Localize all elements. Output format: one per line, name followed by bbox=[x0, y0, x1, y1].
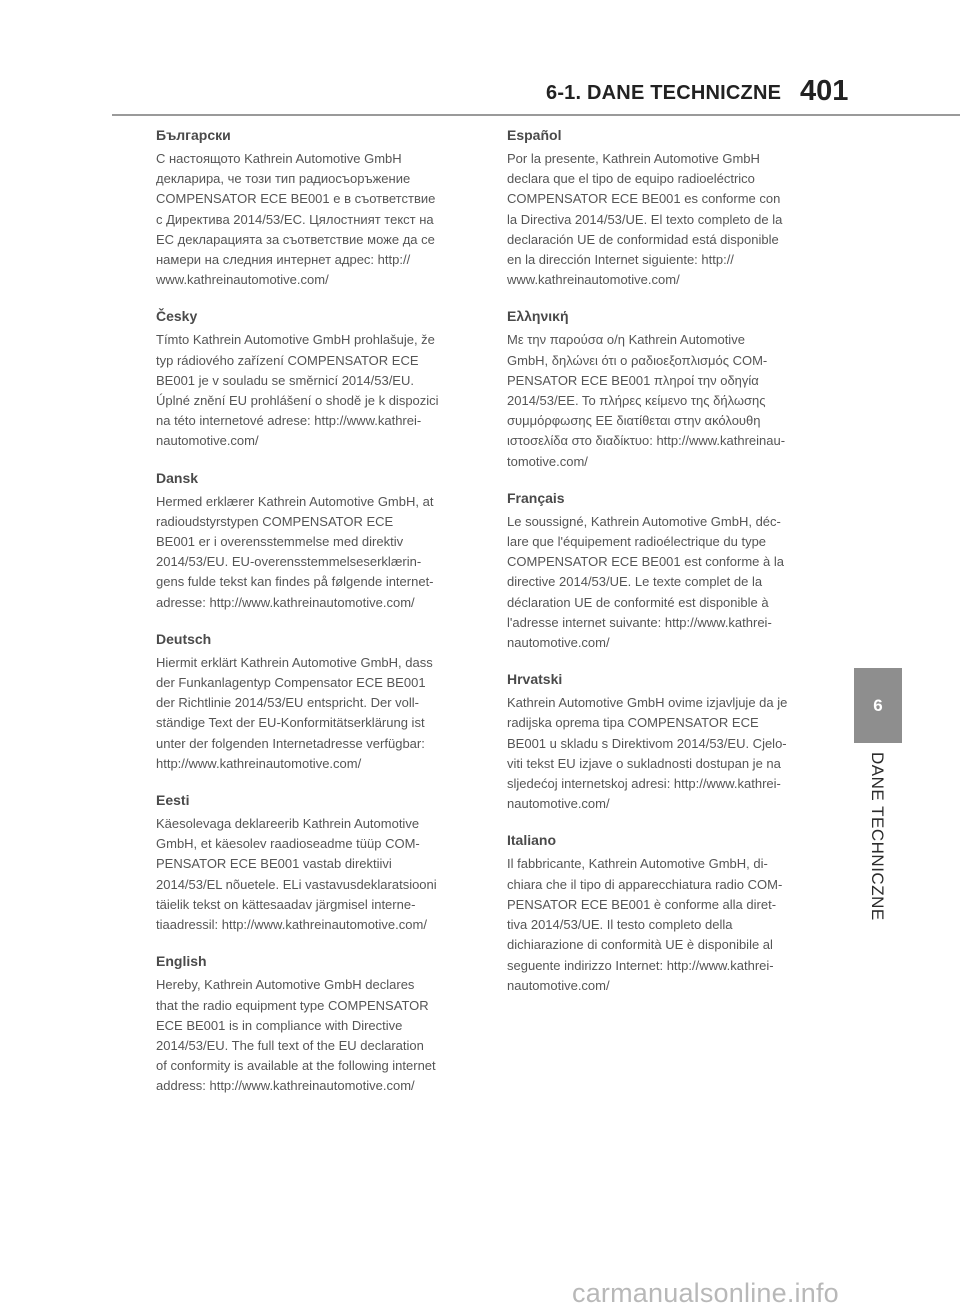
section-danish bbox=[156, 468, 486, 613]
chapter-label-text: DANE TECHNICZNE bbox=[868, 752, 887, 921]
section-czech bbox=[156, 306, 486, 451]
section-text: Με την παρούσα ο/η Kathrein Automotive GmbH, δηλώνει ότι ο ραδιοεξοπλισμός COM- PENSATOR ECE BE001 πληροί την οδηγία 2014/53/ΕΕ. Το πλήρες κείμενο της δήλωσης συμμόρφωσης ΕΕ διατίθεται στην ακόλουθη ιστοσελίδα στο διαδίκτυο: http://www.kathreinau- tomotive.com/ bbox=[507, 332, 786, 469]
section-heading: Deutsch bbox=[156, 630, 212, 647]
section-text: Käesolevaga deklareerib Kathrein Automotive GmbH, et käesolev raadioseadme tüüp COM- PENSATOR ECE BE001 vastab direktiivi 2014/53/EL nõuetele. ELi vastavusdeklaratsiooni täielik tekst on kättesaadav järgmisel interne- tiaadressil: http://www.kathreinautomotive.com/ bbox=[156, 816, 437, 933]
section-english bbox=[156, 951, 486, 1096]
section-text: Tímto Kathrein Automotive GmbH prohlašuje, že typ rádiového zařízení COMPENSATOR ECE BE001 je v souladu se směrnicí 2014/53/EU. Úplné znění EU prohlášení o shodě je k dispozici na této internetové adrese: http://www.kathrei- nautomotive.com/ bbox=[156, 332, 439, 449]
section-heading: Italiano bbox=[507, 832, 557, 849]
page-header-title: 6-1. DANE TECHNICZNE bbox=[546, 82, 782, 104]
chapter-tab: 6 bbox=[854, 668, 902, 743]
section-heading: Česky bbox=[156, 308, 198, 325]
section-text: Por la presente, Kathrein Automotive GmbH declara que el tipo de equipo radioeléctrico COMPENSATOR ECE BE001 es conforme con la Directiva 2014/53/UE. El texto completo de la declaración UE de conformidad está disponible en la dirección Internet siguiente: http:// www.kathreinautomotive.com/ bbox=[507, 151, 783, 288]
section-heading: Français bbox=[507, 489, 565, 506]
section-croatian bbox=[507, 669, 829, 814]
chapter-side-label bbox=[866, 752, 888, 932]
right-column bbox=[507, 125, 829, 1012]
section-heading: Español bbox=[507, 127, 562, 143]
page-number: 401 bbox=[800, 75, 849, 107]
section-text: С настоящото Kathrein Automotive GmbH декларира, че този тип радиосъоръжение COMPENSATOR ECE BE001 е в съответствие с Директива 2014/53/ЕС. Цялостният текст на ЕС декларацията за съответствие може да се намери на следния интернет адрес: http:// www.kathreinautomotive.com/ bbox=[156, 151, 436, 288]
section-text: Il fabbricante, Kathrein Automotive GmbH, di- chiara che il tipo di apparecchiatura radio COM- PENSATOR ECE BE001 è conforme alla diret- tiva 2014/53/UE. Il testo completo della dichiarazione di conformità UE è disponibile al seguente indirizzo Internet: http://www.kathrei- nautomotive.com/ bbox=[507, 856, 783, 993]
section-text: Hereby, Kathrein Automotive GmbH declares that the radio equipment type COMPENSATOR ECE BE001 is in compliance with Directive 2014/53/EU. The full text of the EU declaration of conformity is available at the following internet address: http://www.kathreinautomotive.com/ bbox=[156, 977, 436, 1094]
section-greek bbox=[507, 306, 829, 471]
section-heading: English bbox=[156, 953, 207, 970]
section-heading: Eesti bbox=[156, 792, 190, 809]
section-text: Hermed erklærer Kathrein Automotive GmbH, at radioudstyrstypen COMPENSATOR ECE BE001 er i overensstemmelse med direktiv 2014/53/EU. EU-overensstemmelseserklærin- gens fulde tekst kan findes på følgende internet- adresse: http://www.kathreinautomotive.com/ bbox=[156, 493, 434, 610]
section-german bbox=[156, 629, 486, 774]
section-heading: Български bbox=[156, 127, 231, 143]
section-heading: Dansk bbox=[156, 469, 199, 486]
section-text: Kathrein Automotive GmbH ovime izjavljuje da je radijska oprema tipa COMPENSATOR ECE BE001 u skladu s Direktivom 2014/53/EU. Cjelo- viti tekst EU izjave o sukladnosti dostupan je na sljedećoj internetskoj adresi: http://www.kathrei- nautomotive.com/ bbox=[507, 695, 788, 812]
section-french bbox=[507, 488, 829, 653]
section-spanish bbox=[507, 125, 829, 290]
section-bulgarian bbox=[156, 125, 486, 290]
section-heading: Ελληνική bbox=[507, 308, 569, 325]
watermark: carmanualsonline.info bbox=[572, 1278, 839, 1308]
section-text: Le soussigné, Kathrein Automotive GmbH, déc- lare que l'équipement radioélectrique du type COMPENSATOR ECE BE001 est conforme à la directive 2014/53/UE. Le texte complet de la déclaration UE de conformité est disponible à l'adresse internet suivante: http://www.kathrei- nautomotive.com/ bbox=[507, 513, 784, 651]
header-divider bbox=[112, 114, 960, 116]
left-column bbox=[156, 125, 486, 1113]
section-italian bbox=[507, 830, 829, 995]
section-heading: Hrvatski bbox=[507, 671, 563, 688]
section-text: Hiermit erklärt Kathrein Automotive GmbH, dass der Funkanlagentyp Compensator ECE BE001 der Richtlinie 2014/53/EU entspricht. Der voll- ständige Text der EU-Konformitätserklärung ist unter der folgenden Internetadresse verfügbar: http://www.kathreinautomotive.com/ bbox=[156, 654, 433, 771]
section-estonian bbox=[156, 790, 486, 935]
